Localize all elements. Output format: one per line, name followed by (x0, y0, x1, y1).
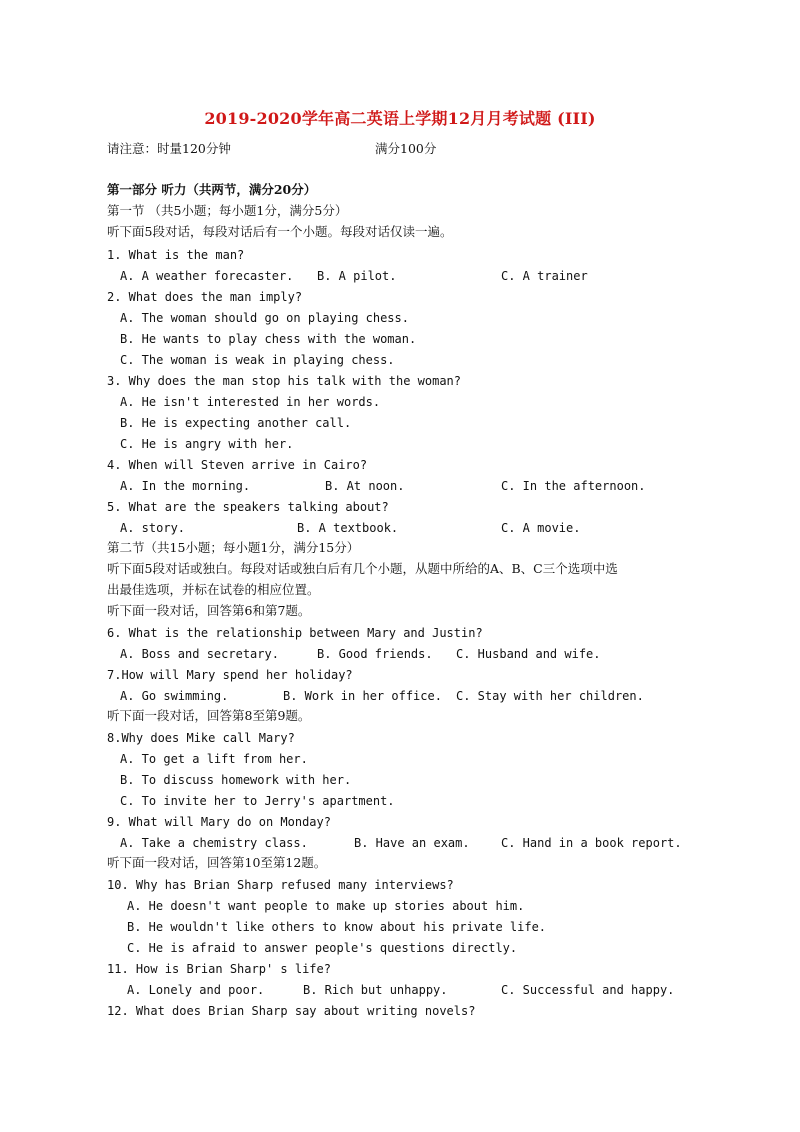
q2-option-c: C. The woman is weak in playing chess. (120, 353, 395, 367)
question-11: 11. How is Brian Sharp' s life? (107, 962, 331, 976)
q11-option-c: C. Successful and happy. (501, 983, 675, 997)
exam-title: 2019-2020学年高二英语上学期12月月考试题 (III) (204, 109, 596, 128)
q7-option-b: B. Work in her office. (283, 689, 442, 703)
q9-option-c: C. Hand in a book report. (501, 836, 682, 850)
section2-instructions-line1: 听下面5段对话或独白。每段对话或独白后有几个小题，从题中所给的A、B、C三个选项中选 (107, 561, 618, 576)
q9-option-b: B. Have an exam. (354, 836, 470, 850)
question-8: 8.Why does Mike call Mary? (107, 731, 295, 745)
question-2: 2. What does the man imply? (107, 290, 303, 304)
notice-score: 满分100分 (375, 141, 437, 156)
q3-option-b: B. He is expecting another call. (120, 416, 352, 430)
q5-option-a: A. story. (120, 521, 186, 535)
q8-option-b: B. To discuss homework with her. (120, 773, 352, 787)
question-1: 1. What is the man? (107, 248, 245, 262)
question-9: 9. What will Mary do on Monday? (107, 815, 331, 829)
question-4: 4. When will Steven arrive in Cairo? (107, 458, 368, 472)
q10-option-c: C. He is afraid to answer people's questions directly. (127, 941, 518, 955)
part1-heading: 第一部分 听力（共两节，满分20分） (107, 182, 317, 197)
question-12: 12. What does Brian Sharp say about writing novels? (107, 1004, 476, 1018)
dialogue-3-instruction: 听下面一段对话，回答第10至第12题。 (107, 855, 327, 870)
q6-option-b: B. Good friends. (317, 647, 433, 661)
q4-option-a: A. In the morning. (120, 479, 251, 493)
question-6: 6. What is the relationship between Mary and Justin? (107, 626, 483, 640)
q6-option-a: A. Boss and secretary. (120, 647, 279, 661)
notice-time: 请注意：时量120分钟 (107, 141, 231, 156)
q7-option-a: A. Go swimming. (120, 689, 229, 703)
q5-option-b: B. A textbook. (297, 521, 399, 535)
q11-option-a: A. Lonely and poor. (127, 983, 265, 997)
q3-option-c: C. He is angry with her. (120, 437, 294, 451)
question-10: 10. Why has Brian Sharp refused many interviews? (107, 878, 454, 892)
q6-option-c: C. Husband and wife. (456, 647, 601, 661)
q3-option-a: A. He isn't interested in her words. (120, 395, 381, 409)
section1-instructions: 听下面5段对话，每段对话后有一个小题。每段对话仅读一遍。 (107, 224, 453, 239)
q9-option-a: A. Take a chemistry class. (120, 836, 308, 850)
q1-option-c: C. A trainer (501, 269, 588, 283)
section2-heading: 第二节（共15小题；每小题1分，满分15分） (107, 540, 360, 555)
q4-option-c: C. In the afternoon. (501, 479, 646, 493)
q8-option-c: C. To invite her to Jerry's apartment. (120, 794, 395, 808)
question-5: 5. What are the speakers talking about? (107, 500, 389, 514)
dialogue-2-instruction: 听下面一段对话，回答第8至第9题。 (107, 708, 311, 723)
question-7: 7.How will Mary spend her holiday? (107, 668, 353, 682)
q5-option-c: C. A movie. (501, 521, 581, 535)
q7-option-c: C. Stay with her children. (456, 689, 644, 703)
question-3: 3. Why does the man stop his talk with the woman? (107, 374, 462, 388)
section1-heading: 第一节 （共5小题；每小题1分，满分5分） (107, 203, 348, 218)
q2-option-a: A. The woman should go on playing chess. (120, 311, 409, 325)
dialogue-1-instruction: 听下面一段对话，回答第6和第7题。 (107, 603, 311, 618)
q10-option-a: A. He doesn't want people to make up stories about him. (127, 899, 525, 913)
section2-instructions-line2: 出最佳选项，并标在试卷的相应位置。 (107, 582, 320, 597)
q2-option-b: B. He wants to play chess with the woman. (120, 332, 417, 346)
q1-option-b: B. A pilot. (317, 269, 397, 283)
q10-option-b: B. He wouldn't like others to know about his private life. (127, 920, 547, 934)
q4-option-b: B. At noon. (325, 479, 405, 493)
q1-option-a: A. A weather forecaster. (120, 269, 294, 283)
q8-option-a: A. To get a lift from her. (120, 752, 308, 766)
q11-option-b: B. Rich but unhappy. (303, 983, 448, 997)
